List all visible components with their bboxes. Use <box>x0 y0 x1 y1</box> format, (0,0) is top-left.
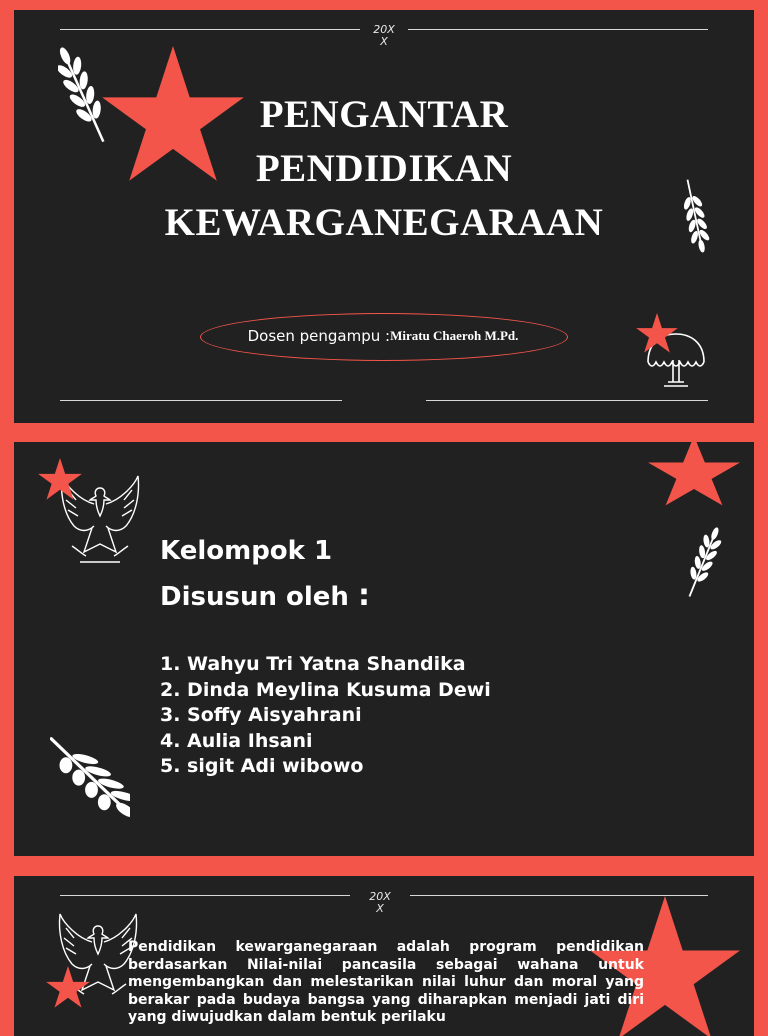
member-list <box>160 652 491 780</box>
group-heading: Kelompok 1 <box>160 536 333 566</box>
wheat-icon <box>674 176 716 254</box>
list-item: 2. Dinda Meylina Kusuma Dewi <box>160 678 491 701</box>
definition-paragraph: Pendidikan kewarganegaraan adalah program pendidikan berdasarkan Nilai-nilai pancasila sebagai wahana untuk mengembangkan dan melestarikan nilai luhur dan moral yang berakar pada budaya bangsa yang diharapkan menjadi jati diri yang diwujudkan dalam bentuk perilaku <box>128 939 644 1026</box>
title-line: KEWARGANEGARAAN <box>164 201 604 244</box>
lecturer-info <box>200 313 566 359</box>
wheat-icon <box>680 524 726 602</box>
title-line: PENDIDIKAN <box>255 147 513 190</box>
star-icon <box>38 458 82 500</box>
star-icon <box>636 313 678 353</box>
slide-group <box>14 442 754 856</box>
compiled-by-colon: : <box>358 578 371 613</box>
wheat-icon <box>58 42 108 150</box>
divider-line <box>426 400 708 401</box>
divider-line <box>60 400 342 401</box>
slide-number: 20X X <box>369 890 391 915</box>
slide-number: 20X X <box>373 23 395 48</box>
lecturer-name: Miratu Chaeroh M.Pd. <box>390 328 519 343</box>
star-icon <box>46 966 90 1008</box>
lecturer-label: Dosen pengampu : <box>247 327 391 345</box>
compiled-by-label: Disusun oleh <box>160 582 349 612</box>
compiled-by-heading <box>160 578 371 613</box>
list-item: 3. Soffy Aisyahrani <box>160 704 362 727</box>
divider-line <box>60 29 360 30</box>
star-icon <box>648 442 740 506</box>
list-item: 1. Wahyu Tri Yatna Shandika <box>160 653 466 675</box>
wheat-icon <box>50 728 130 824</box>
list-item: 5. sigit Adi wibowo <box>160 755 364 778</box>
slide-title <box>14 10 754 423</box>
divider-line <box>60 895 350 896</box>
divider-line <box>408 29 708 30</box>
slide-definition <box>14 876 754 1036</box>
page-title <box>124 88 644 250</box>
list-item: 4. Aulia Ihsani <box>160 729 313 752</box>
title-line: PENGANTAR <box>259 93 509 136</box>
